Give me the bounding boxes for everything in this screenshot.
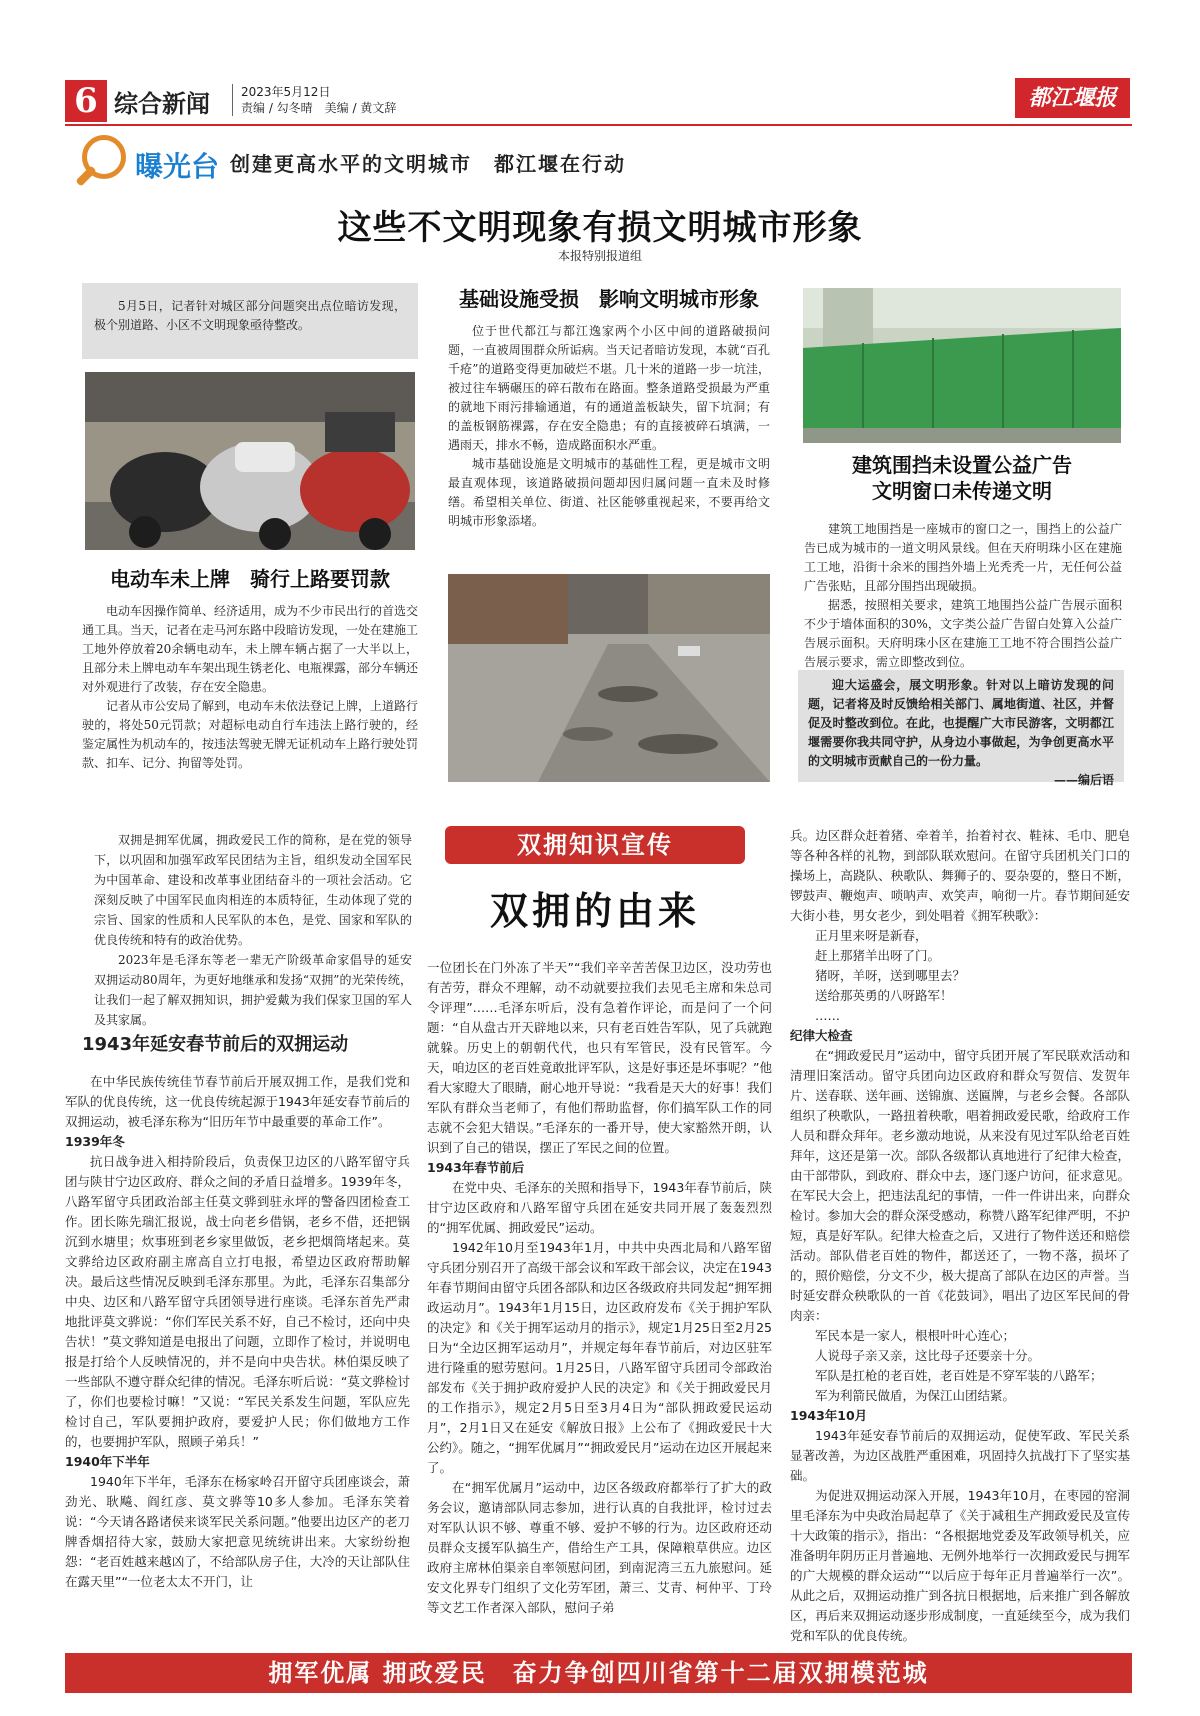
photo-hoarding-art [803, 288, 1121, 443]
section-title-hoarding [800, 452, 1124, 504]
editors-credit: 责编 / 勾冬晴 美编 / 黄文辞 [241, 101, 397, 115]
knowledge-column-1 [65, 1072, 410, 1592]
col1-para-1: 在中华民族传统佳节春节前后开展双拥工作，是我们党和军队的优良传统，这一优良传统起源于1943年延安春节前后的双拥运动，被毛泽东称为“旧历年节中最重要的革命工作”。 [65, 1074, 410, 1129]
section-title-infrastructure: 基础设施受损 影响文明城市形象 [459, 287, 759, 311]
col3-verse-9: 军为利箭民做盾，为保江山团结紧。 [815, 1388, 1016, 1403]
hoarding-para-2: 据悉，按照相关要求，建筑工地围挡公益广告展示面积不少于墙体面积的30%，文字类公益广告留白处算入公益广告展示面积。天府明珠小区在建施工工地不符合围挡公益广告展示要求，需立即整改到位。 [804, 598, 1122, 669]
ebikes-para-2: 记者从市公安局了解到，电动车未依法登记上牌，上道路行驶的，将处50元罚款；对超标电动自行车违法上路行驶的，经鉴定属性为机动车的，按违法驾驶无牌无证机动车上路行驶处罚款、扣车、记分、拘留等处罚。 [82, 699, 419, 770]
col3-verse-8: 军队是扛枪的老百姓，老百姓是不穿军装的八路军； [815, 1368, 1103, 1383]
col3-heading-1943-10: 1943年10月 [790, 1408, 868, 1423]
photo-damaged-road [448, 574, 770, 782]
col3-heading-discipline: 纪律大检查 [790, 1028, 853, 1043]
knowledge-title: 双拥的由来 [489, 888, 700, 933]
page-number: 6 [65, 80, 107, 122]
col3-verse-5: …… [815, 1008, 840, 1023]
article-byline: 本报特别报道组 [557, 249, 642, 263]
col3-verse-1: 正月里来呀是新春， [815, 928, 928, 943]
issue-date: 2023年5月12日 [241, 85, 331, 99]
knowledge-banner: 双拥知识宣传 [445, 826, 745, 864]
infrastructure-body [448, 322, 770, 531]
photo-ebikes-art [85, 372, 415, 550]
column-slogan: 创建更高水平的文明城市 都江堰在行动 [230, 152, 626, 176]
editor-note-box [798, 670, 1124, 787]
editor-note-sign: ——编后语 [1053, 773, 1114, 787]
col3-verse-3: 猪呀，羊呀，送到哪里去？ [815, 968, 966, 983]
knowledge-column-3 [790, 826, 1130, 1646]
col3-verse-6: 军民本是一家人，根根叶叶心连心； [815, 1328, 1016, 1343]
col1-para-3: 1940年下半年，毛泽东在杨家岭召开留守兵团座谈会，萧劲光、耿飚、阎红彦、莫文骅等10多人参加。毛泽东笑着说：“今天请各路诸侯来谈军民关系问题。”他要出边区产的老刀牌香烟招待大家，鼓励大家把意见统统讲出来。大家纷纷抱怨：“老百姓越来越凶了，不给部队房子住，大冷的天让部队住在露天里”“一位老太太不开门，让 [65, 1474, 410, 1589]
photo-construction-hoarding [803, 288, 1121, 443]
photo-road-art [448, 574, 770, 782]
col2-para-3: 1942年10月至1943年1月，中共中央西北局和八路军留守兵团分别召开了高级干部会议和军政干部会议，决定在1943年春节期间由留守兵团各部队和边区各级政府共同发起“拥军拥政运动月”。1943年1月15日，边区政府发布《关于拥护军队的决定》和《关于拥军运动月的指示》，规定1月25日至2月25日为“全边区拥军运动月”，并规定每年春节前后，对边区驻军进行隆重的慰劳慰问。1月25日，八路军留守兵团司令部政治部发布《关于拥护政府爱护人民的决定》和《关于拥政爱民月的工作指示》，规定2月5日至3月4日为“部队拥政爱民运动月”，2月1日又在延安《解放日报》上公布了《拥政爱民十大公约》。随之，“拥军优属月”“拥政爱民月”运动在边区开展起来了。 [427, 1240, 772, 1475]
col2-para-2: 在党中央、毛泽东的关照和指导下，1943年春节前后，陕甘宁边区政府和八路军留守兵团在延安共同开展了轰轰烈烈的“拥军优属、拥政爱民”运动。 [427, 1180, 772, 1235]
knowledge-intro-para-2: 2023年是毛泽东等老一辈无产阶级革命家倡导的延安双拥运动80周年，为更好地继承和发扬“双拥”的光荣传统，让我们一起了解双拥知识，拥护爱戴为我们保家卫国的军人及其家属。 [94, 953, 412, 1027]
header-rule [65, 124, 1132, 126]
infrastructure-para-2: 城市基础设施是文明城市的基础性工程，更是城市文明最直观体现，该道路破损问题却因归属问题一直未及时修缮。希望相关单位、街道、社区能够重视起来，不要再给文明城市形象添堵。 [448, 457, 770, 528]
col3-verse-7: 人说母子亲又亲，这比母子还要亲十分。 [815, 1348, 1041, 1363]
knowledge-section-title: 1943年延安春节前后的双拥运动 [82, 1034, 349, 1055]
col3-para-2: 在“拥政爱民月”运动中，留守兵团开展了军民联欢活动和清理旧案活动。留守兵团向边区政府和群众写贺信、发贺年片、送春联、送年画、送锦旗、送匾牌，与老乡会餐。各部队组织了秧歌队，一路扭着秧歌，唱着拥政爱民歌，给政府工作人员和群众拜年。老乡激动地说，从来没有见过军队给老百姓拜年，这还是第一次。部队各级都认真地进行了纪律大检查，由干部带队，到政府、群众中去，逐门逐户访问，征求意见。在军民大会上，把违法乱纪的事情，一件一件讲出来，向群众检讨。参加大会的群众深受感动，称赞八路军纪律严明，不护短，真是好军队。纪律大检查之后，又进行了物件送还和赔偿活动。部队借老百姓的物件，都送还了，一物不落，损坏了的，照价赔偿，分文不少，极大提高了部队在边区的声誉。当时延安群众秧歌队的一首《花鼓词》，唱出了边区军民间的骨肉亲： [790, 1048, 1130, 1323]
col3-para-1: 兵。边区群众赶着猪、牵着羊，抬着衬衣、鞋袜、毛巾、肥皂等各种各样的礼物，到部队联欢慰问。在留守兵团机关门口的操场上，高跷队、秧歌队、舞狮子的、耍杂耍的，整日不断，锣鼓声、鞭炮声、唢呐声、欢笑声，响彻一片。春节期间延安大街小巷，男女老少，到处唱着《拥军秧歌》： [790, 828, 1130, 923]
col1-heading-1939: 1939年冬 [65, 1134, 125, 1149]
lede-box [82, 283, 418, 359]
col2-heading-1943: 1943年春节前后 [427, 1160, 525, 1175]
lede-text: 5月5日，记者针对城区部分问题突出点位暗访发现，极个别道路、小区不文明现象亟待整改。 [94, 299, 406, 332]
footer-slogan-banner: 拥军优属 拥政爱民 奋力争创四川省第十二届双拥模范城 [65, 1653, 1132, 1693]
ebikes-body [82, 602, 418, 773]
col3-verse-2: 赶上那猪羊出呀了门。 [815, 948, 941, 963]
newspaper-logo: 都江堰报 [1015, 78, 1130, 118]
hoarding-para-1: 建筑工地围挡是一座城市的窗口之一，围挡上的公益广告已成为城市的一道文明风景线。但在天府明珠小区在建施工工地，沿街十余米的围挡外墙上光秃秃一片，无任何公益广告张贴，且部分围挡出现破损。 [804, 522, 1122, 593]
col3-para-4: 为促进双拥运动深入开展，1943年10月，在枣园的窑洞里毛泽东为中央政治局起草了《关于减租生产拥政爱民及宣传十大政策的指示》，指出：“各根据地党委及军政领导机关，应准备明年阴历正月普遍地、无例外地举行一次拥政爱民与拥军的广大规模的群众运动”“以后应于每年正月普遍举行一次”。从此之后，双拥运动推广到各抗日根据地，后来推广到各解放区，再后来双拥运动逐步形成制度，一直延续至今，成为我们党和军队的优良传统。 [790, 1488, 1130, 1643]
infrastructure-para-1: 位于世代都江与都江逸家两个小区中间的道路破损问题，一直被周围群众所诟病。当天记者暗访发现，本就“百孔千疮”的道路变得更加破烂不堪。几十米的道路一步一坑洼，被过往车辆碾压的碎石散布在路面。整条道路受损最为严重的就地下雨污排输通道，有的通道盖板缺失，留下坑洞；有的盖板钢筋裸露，存在安全隐患；有的直接被碎石填满，一遇雨天，排水不畅，造成路面积水严重。 [448, 324, 770, 452]
issue-meta [232, 84, 396, 116]
section-title: 综合新闻 [114, 90, 210, 118]
editor-note-text: 迎大运盛会，展文明形象。针对以上暗访发现的问题，记者将及时反馈给相关部门、属地街道、社区，并督促及时整改到位。在此，也提醒广大市民游客，文明都江堰需要你我共同守护，从身边小事做起，为争创更高水平的文明城市贡献自己的一份力量。 [808, 678, 1114, 768]
knowledge-column-2 [427, 958, 772, 1618]
col1-para-2: 抗日战争进入相持阶段后，负责保卫边区的八路军留守兵团与陕甘宁边区政府、群众之间的矛盾日益增多。1939年冬，八路军留守兵团政治部主任莫文骅到驻永坪的警备四团检查工作。团长陈先瑞汇报说，战士向老乡借锅，老乡不借，还把锅沉到水塘里；炊事班到老乡家里做饭，老乡把烟筒堵起来。莫文骅给边区政府副主席高自立打电报，希望边区政府帮助解决。最后这些情况反映到毛泽东那里。为此，毛泽东召集部分中央、边区和八路军留守兵团领导进行座谈。毛泽东首先严肃地批评莫文骅说：“你们军民关系不好，自己不检讨，还向中央告状！”莫文骅知道是电报出了问题，立即作了检讨，并说明电报是打给个人反映情况的，并不是向中央告状。林伯渠反映了一些部队不遵守群众纪律的情况。毛泽东听后说：“莫文骅检讨了，你们也要检讨嘛！”又说：“军民关系发生问题，军队应先检讨自己，军队要拥护政府，要爱护人民；你们做地方工作的，也要拥护军队，照顾子弟兵！” [65, 1154, 410, 1449]
col1-heading-1940: 1940年下半年 [65, 1454, 150, 1469]
section-title-ebikes: 电动车未上牌 骑行上路要罚款 [110, 567, 390, 591]
col2-para-4: 在“拥军优属月”运动中，边区各级政府都举行了扩大的政务会议，邀请部队同志参加，进行认真的自我批评，检讨过去对军队认识不够、尊重不够、爱护不够的行为。边区政府还动员群众支援军队搞生产，借给生产工具，保障粮草供应。边区政府主席林伯渠亲自率领慰问团，到南泥湾三五九旅慰问。延安文化界专门组织了文化劳军团，萧三、艾青、柯仲平、丁玲等文艺工作者深入部队，慰问子弟 [427, 1480, 772, 1615]
column-name: 曝光台 [135, 150, 220, 183]
article-title: 这些不文明现象有损文明城市形象 [337, 208, 863, 248]
col3-para-3: 1943年延安春节前后的双拥运动，促使军政、军民关系显著改善，为边区战胜严重困难，巩固持久抗战打下了坚实基础。 [790, 1428, 1130, 1483]
hoarding-title-line-2: 文明窗口未传递文明 [872, 479, 1052, 503]
ebikes-para-1: 电动车因操作简单、经济适用，成为不少市民出行的首选交通工具。当天，记者在走马河东路中段暗访发现，一处在建施工工地外停放着20余辆电动车，未上牌车辆占据了一大半以上，且部分未上牌电动车车架出现生锈老化、电瓶裸露，部分车辆还对外观进行了改装，存在安全隐患。 [82, 604, 419, 694]
photo-ebikes [85, 372, 415, 550]
hoarding-title-line-1: 建筑围挡未设置公益广告 [852, 453, 1072, 477]
knowledge-intro-para-1: 双拥是拥军优属，拥政爱民工作的简称，是在党的领导下，以巩固和加强军政军民团结为主旨，组织发动全国军民为中国革命、建设和改革事业团结奋斗的一项社会活动。它深刻反映了中国军民血肉相连的本质特征，生动体现了党的宗旨、国家的性质和人民军队的本色，是党、国家和军队的优良传统和特有的政治优势。 [94, 833, 412, 947]
knowledge-intro [94, 830, 412, 1030]
col2-para-1: 一位团长在门外冻了半天”“我们辛辛苦苦保卫边区，没功劳也有苦劳，群众不理解，动不动就要拉我们去见毛主席和朱总司令评理”……毛泽东听后，没有急着作评论，而是问了一个问题：“自从盘古开天辟地以来，只有老百姓告军队，见了兵就跑就躲。历史上的朝朝代代，也只有军管民，没有民管军。今天，咱边区的老百姓竟敢批评军队，这是好事还是坏事呢？”他看大家瞪大了眼睛，耐心地开导说：“我看是天大的好事！我们军队有群众当老师了，有他们帮助监督，你们搞军队工作的同志就不会犯大错误。”毛泽东的一番开导，使大家豁然开朗，认识到了自己的错误，摆正了军民之间的位置。 [427, 960, 772, 1155]
col3-verse-4: 送给那英勇的八呀路军！ [815, 988, 953, 1003]
hoarding-body [804, 520, 1122, 672]
